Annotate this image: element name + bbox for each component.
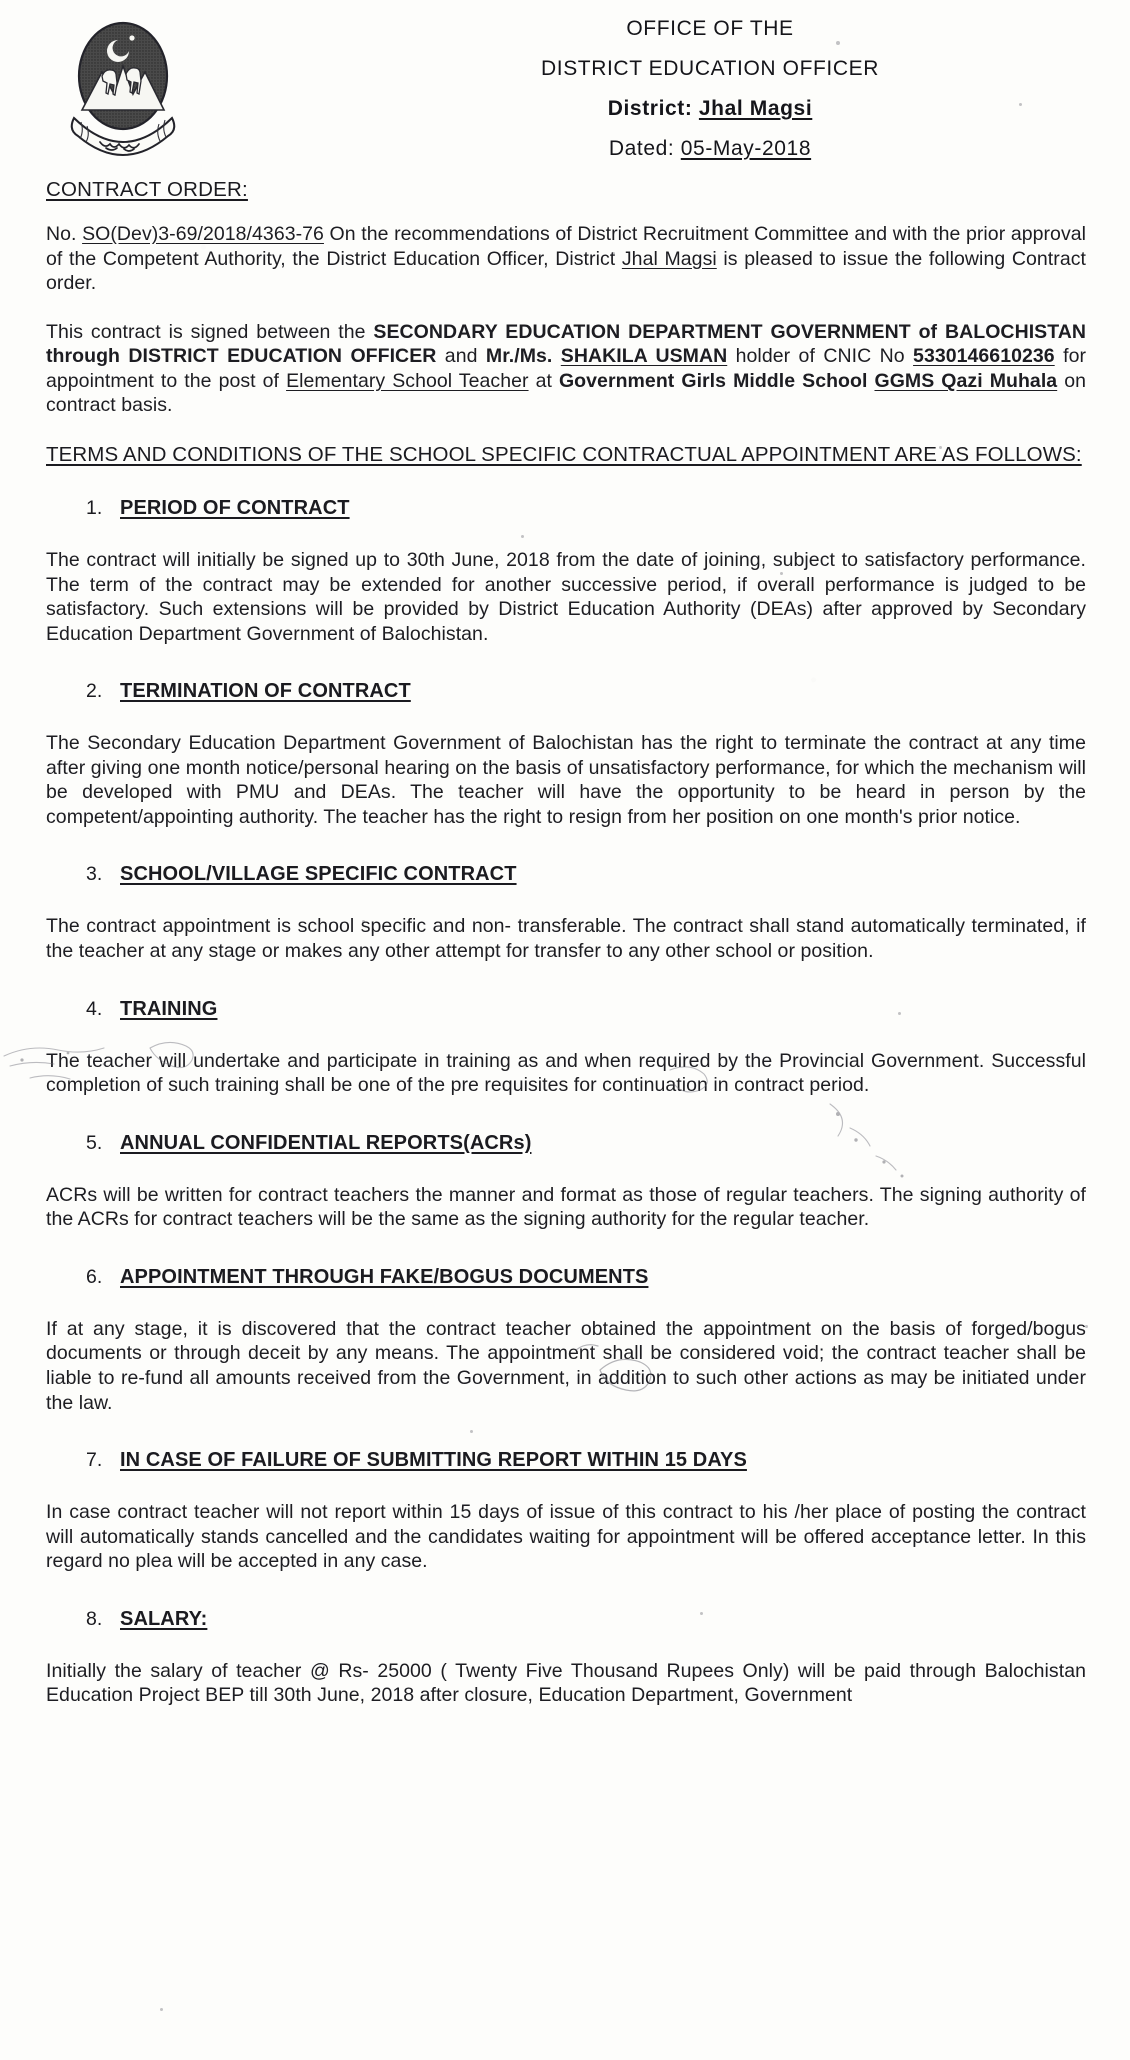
district-label: District:	[607, 97, 693, 120]
clause-text-6: If at any stage, it is discovered that the contract teacher obtained the appointment on the basis of forged/bogus documents or through deceit by any means. The appointment shall be considered void; the contract teacher shall be liable to re-fund all amounts received from the Government, in addition to such other actions as may be initiated under the law.	[46, 1317, 1086, 1414]
clause-number-2: 2.	[86, 680, 103, 703]
contract-order-title: CONTRACT ORDER:	[46, 178, 248, 201]
signed-conjunction: and	[436, 345, 486, 368]
clause-body-7	[46, 1500, 1086, 1574]
clause-number-5: 5.	[86, 1131, 103, 1154]
clause-heading-5	[46, 1132, 1086, 1155]
clause-number-7: 7.	[86, 1449, 103, 1472]
clause-heading-3	[46, 863, 1086, 886]
clause-number-3: 3.	[86, 863, 103, 886]
district-value: Jhal Magsi	[698, 97, 813, 120]
clause-body-3	[46, 914, 1086, 963]
header-title-block	[430, 18, 990, 178]
clause-body-5	[46, 1183, 1086, 1232]
clause-text-1: The contract will initially be signed up to 30th June, 2018 from the date of joining, subject to satisfactory performance. The term of the contract may be extended for another successive period, if overall performance is judged to be satisfactory. Such extensions will be provided by District Education Authority (DEAs) after approved by Secondary Education Department Government of Balochistan.	[46, 548, 1086, 645]
clause-heading-8	[46, 1608, 1086, 1631]
order-intro-part2: is pleased to issue the following Contract order.	[46, 247, 1086, 295]
document-header	[0, 0, 1130, 170]
clause-text-2: The Secondary Education Department Government of Balochistan has the right to terminate the contract at any time after giving one month notice/personal hearing on the basis of unsatisfactory performance, for which the mechanism will be developed with PMU and DEAs. The teacher will have the opportunity to be heard in person by the competent/appointing authority. The teacher has the right to resign from her position on one month's prior notice.	[46, 732, 1086, 828]
clause-title-7: IN CASE OF FAILURE OF SUBMITTING REPORT WITHIN 15 DAYS	[120, 1449, 747, 1472]
school-type: Government Girls Middle School	[558, 369, 868, 392]
clause-title-4: TRAINING	[120, 997, 218, 1020]
dated-value: 05-May-2018	[680, 137, 812, 160]
clause-title-5: ANNUAL CONFIDENTIAL REPORTS(ACRs)	[120, 1131, 532, 1154]
contract-basis-suffix: on contract basis.	[46, 369, 1087, 417]
salutation: Mr./Ms.	[485, 345, 553, 368]
clause-heading-4	[46, 998, 1086, 1021]
clause-heading-2	[46, 680, 1086, 703]
clause-heading-7	[46, 1449, 1086, 1472]
office-line-1: OFFICE OF THE	[626, 17, 794, 40]
clause-title-1: PERIOD OF CONTRACT	[120, 496, 350, 519]
scan-speck	[160, 2008, 163, 2011]
office-line-2: DISTRICT EDUCATION OFFICER	[541, 57, 879, 80]
clause-heading-1	[46, 497, 1086, 520]
clause-text-8: Initially the salary of teacher @ Rs- 25000 ( Twenty Five Thousand Rupees Only) will be paid through Balochistan Education Project BEP till 30th June, 2018 after closure, Education Department, Government	[46, 1659, 1086, 1707]
clause-number-8: 8.	[86, 1607, 103, 1630]
clause-title-3: SCHOOL/VILLAGE SPECIFIC CONTRACT	[120, 863, 517, 886]
order-no-value: SO(Dev)3-69/2018/4363-76	[82, 223, 324, 245]
signed-prefix: This contract is signed between the	[46, 320, 374, 343]
school-name: GGMS Qazi Muhala	[874, 369, 1058, 392]
signing-department: SECONDARY EDUCATION DEPARTMENT GOVERNMENT of BALOCHISTAN through DISTRICT EDUCATION OFFICER	[46, 320, 1086, 368]
clause-title-8: SALARY:	[120, 1607, 208, 1630]
dated-label: Dated:	[608, 137, 675, 160]
school-prefix: at	[528, 369, 559, 392]
clause-text-4: The teacher will undertake and participate in training as and when required by the Provincial Government. Successful completion of such training shall be one of the pre requisites for continuation in contract period.	[46, 1049, 1086, 1097]
clause-title-6: APPOINTMENT THROUGH FAKE/BOGUS DOCUMENTS	[120, 1265, 649, 1288]
cnic-prefix: holder of CNIC No	[727, 345, 914, 368]
clause-number-4: 4.	[86, 997, 103, 1020]
clause-text-5: ACRs will be written for contract teachers the manner and format as those of regular teachers. The signing authority of the ACRs for contract teachers will be the same as the signing authority for the regular teacher.	[46, 1183, 1086, 1231]
order-number-paragraph	[46, 222, 1086, 296]
cnic-number: 5330146610236	[913, 345, 1055, 368]
clause-body-6	[46, 1317, 1086, 1415]
document-body	[46, 178, 1086, 1742]
clause-body-4	[46, 1049, 1086, 1098]
order-intro-district: Jhal Magsi	[621, 247, 717, 270]
clause-body-1	[46, 548, 1086, 646]
post-title: Elementary School Teacher	[286, 369, 529, 392]
post-prefix: for appointment to the post of	[46, 345, 1087, 392]
clause-number-1: 1.	[86, 496, 103, 519]
clause-body-8	[46, 1659, 1086, 1708]
teacher-name: SHAKILA USMAN	[560, 345, 728, 368]
dated-line	[430, 138, 990, 159]
order-intro-part1: On the recommendations of District Recruitment Committee and with the prior approval of the Competent Authority, the District Education Officer, District	[46, 223, 1087, 270]
clause-text-7: In case contract teacher will not report within 15 days of issue of this contract to his /her place of posting the contract will automatically stands cancelled and the candidates waiting for appointment will be offered acceptance letter. In this regard no plea will be accepted in any case.	[46, 1501, 1086, 1573]
government-of-balochistan-crest-icon	[64, 14, 182, 164]
clause-heading-6	[46, 1266, 1086, 1289]
district-line	[430, 98, 990, 119]
clause-text-3: The contract appointment is school specific and non- transferable. The contract shall stand automatically terminated, if the teacher at any stage or makes any other attempt for transfer to any other school or position.	[46, 915, 1086, 962]
clause-number-6: 6.	[86, 1265, 103, 1288]
contract-parties-paragraph	[46, 320, 1086, 418]
terms-and-conditions-heading: TERMS AND CONDITIONS OF THE SCHOOL SPECIFIC CONTRACTUAL APPOINTMENT ARE AS FOLLOWS:	[46, 442, 1082, 466]
clause-title-2: TERMINATION OF CONTRACT	[120, 680, 411, 703]
order-no-label: No.	[46, 223, 77, 245]
clause-body-2	[46, 731, 1086, 829]
